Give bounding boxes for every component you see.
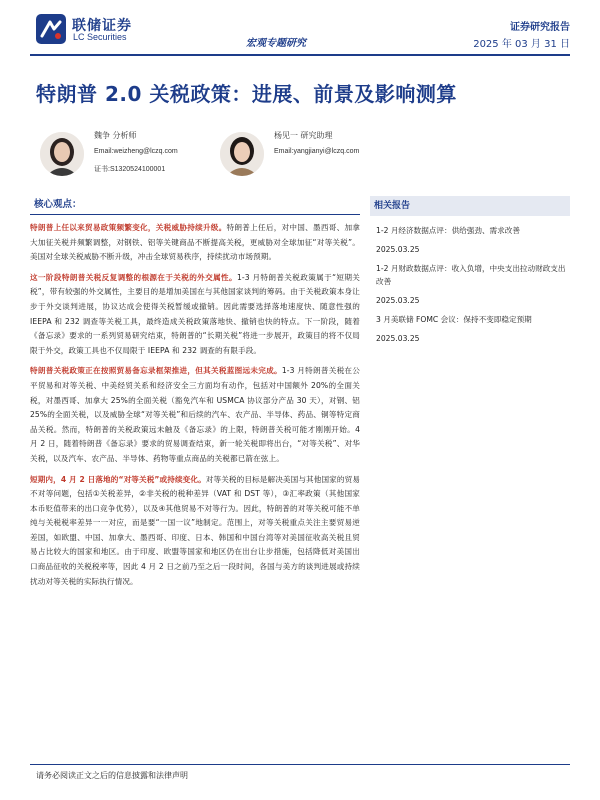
author-name: 魏争 分析师 xyxy=(94,131,137,140)
core-paragraph-3 xyxy=(30,364,360,466)
related-report-link[interactable]: 3 月美联储 FOMC 会议：保持不变即稳定预期 xyxy=(376,315,532,324)
related-reports-section xyxy=(370,196,570,343)
page-header xyxy=(0,0,600,62)
related-report-date: 2025.03.25 xyxy=(376,334,420,343)
author-cert: 证书:S1320524100001 xyxy=(94,166,166,173)
paragraph-text: 1-3 月特朗普关税在公平贸易和对等关税、中美经贸关系和经济安全三方面均有动作，包括对中国额外 20%的全面关税，对墨西哥、加拿大 25%的全面关税（豁免汽车和 USMCA 协议部分产品 30 天），对钢、铝 25%的全面关税，以及威胁全球“对等关税”和后续的汽车、农产品、半导体、药品、铜等特定商品关税。然而，特朗普的关税政策远未触及《备忘录》的上限，特朗普关税可能才刚刚开始。4 月 2 日，随着特朗普《备忘录》要求的贸易调查结束，新一轮关税即将出台，“对等关税”、对华关税，以及汽车、农产品、半导体、药物等重点商品的关税都已箭在弦上。 xyxy=(30,366,360,463)
avatar xyxy=(220,132,264,176)
paragraph-highlight: 特朗普上任以来贸易政策频繁变化，关税威胁持续升级。 xyxy=(30,223,227,232)
report-type: 证券研究报告 xyxy=(510,22,570,33)
paragraph-highlight: 这一阶段特朗普关税反复调整的根源在于关税的外交属性。 xyxy=(30,272,237,282)
report-series: 宏观专题研究 xyxy=(246,38,306,49)
author-email[interactable]: Email:weizheng@lczq.com xyxy=(94,148,178,155)
related-reports-title: 相关报告 xyxy=(370,196,570,216)
paragraph-highlight: 特朗普关税政策正在按照贸易备忘录框架推进，但其关税蓝图远未完成。 xyxy=(30,366,282,376)
header-divider xyxy=(30,54,570,56)
core-views-section xyxy=(30,196,360,589)
footer-disclaimer: 请务必阅读正文之后的信息披露和法律声明 xyxy=(36,771,188,780)
logo-en-text: LC Securities xyxy=(73,32,127,42)
paragraph-text: 对等关税的目标是解决美国与其他国家的贸易不对等问题，包括①关税差异，②非关税的税种差异（VAT 和 DST 等），③汇率政策（其他国家本币贬值带来的出口竞争优势），以及④其他贸易不对等行为。因此，特朗普的对等关税可能不单纯与关税税率差异一一对应，而是要“一国一议”地制定。范围上，对等关税重点关注主要贸易逆差国，如欧盟、中国、加拿大、墨西哥、印度、日本、韩国和中国台湾等对美国征收高关税且贸易占比较大的国家和地区。由于印度、欧盟等国家和地区仍在出台让步措施，包括降低对美国出口商品征收的关税税率等，因此 4 月 2 日之前乃至之后一段时间，各国与美方的谈判进展或持续扰动对等关税的实际执行情况。 xyxy=(30,474,361,586)
core-paragraph-2 xyxy=(30,271,360,359)
logo-cn-text: 联储证券 xyxy=(72,18,132,34)
paragraph-text: 特朗普上任后，对中国、墨西哥、加拿大加征关税并频繁调整，对钢铁、铝等关键商品不断提高关税，更威胁对全球加征“对等关税”。美国对全球关税威胁不断升级，冲击全球贸易秩序，持续扰动市场预期。 xyxy=(30,223,360,262)
core-views-title: 核心观点： xyxy=(34,199,82,210)
core-paragraph-1 xyxy=(30,221,360,265)
paragraph-highlight: 短期内，4 月 2 日落地的“对等关税”或持续变化。 xyxy=(30,474,206,484)
report-date: 2025 年 03 月 31 日 xyxy=(473,39,570,50)
paragraph-text: 1-3 月特朗普关税政策属于“短期关税”，带有较强的外交属性，主要目的是增加美国在与其他国家谈判的筹码。由于关税政策本身让步于外交谈判进展，协议达成会使得关税暂缓或撤销。因此需要选择落地速度快、随意性强的 IEEPA 和 232 调查等关税工具，最终造成关税政策落地快、撤销也快的特点。下一阶段，随着《备忘录》要求的一系列贸易研究结束，特朗普的“长期关税”将进一步展开，政策目的将不仅局限于外交，政策工具也不仅局限于 IEEPA 和 232 调查的有限手段。 xyxy=(30,272,360,355)
related-report-link[interactable]: 1-2 月经济数据点评：供给强劲、需求改善 xyxy=(376,226,520,235)
author-name: 杨见一 研究助理 xyxy=(274,131,333,140)
author-card-1 xyxy=(40,126,240,176)
author-card-2 xyxy=(220,126,420,176)
avatar xyxy=(40,132,84,176)
report-title: 特朗普 2.0 关税政策：进展、前景及影响测算 xyxy=(36,82,457,106)
related-report-date: 2025.03.25 xyxy=(376,245,420,254)
logo-mark-icon xyxy=(36,14,66,44)
core-paragraph-4 xyxy=(30,473,360,590)
related-report-date: 2025.03.25 xyxy=(376,296,420,305)
company-logo xyxy=(36,12,166,48)
core-views-divider xyxy=(30,214,360,215)
author-email[interactable]: Email:yangjianyi@lczq.com xyxy=(274,148,360,155)
footer-divider xyxy=(30,764,570,765)
related-report-link[interactable]: 1-2 月财政数据点评：收入负增，中央支出拉动财政支出改善 xyxy=(376,264,566,286)
